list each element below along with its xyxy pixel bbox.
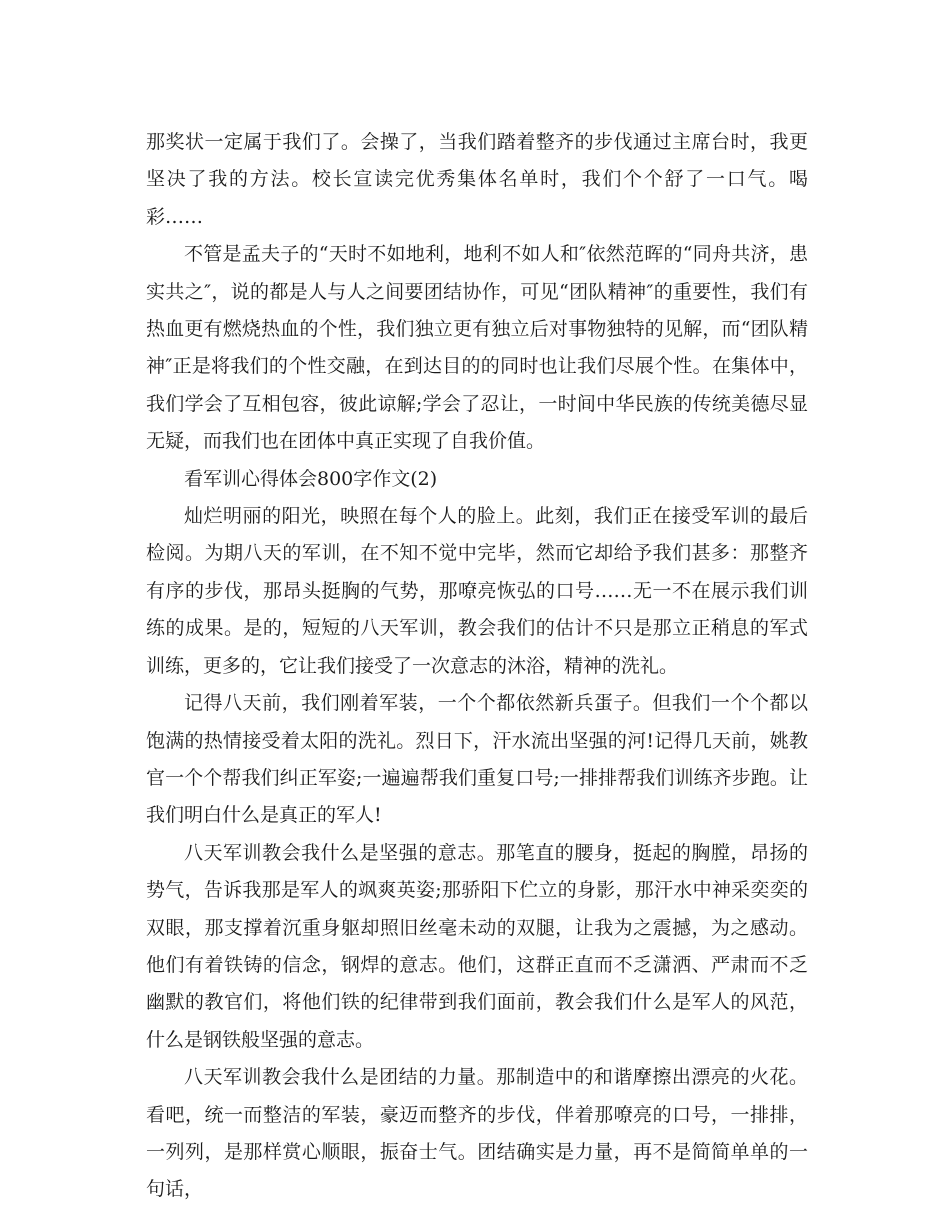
- paragraph-strong-will: 八天军训教会我什么是坚强的意志。那笔直的腰身，挺起的胸膛，昂扬的势气，告诉我那是军人的飒爽英姿;那骄阳下伫立的身影，那汗水中神采奕奕的双眼，那支撑着沉重身躯却照旧丝毫未动的双腿，让我为之震撼，为之感动。他们有着铁铸的信念，钢焊的意志。他们，这群正直而不乏潇洒、严肃而不乏幽默的教官们，将他们铁的纪律带到我们面前，教会我们什么是军人的风范，什么是钢铁般坚强的意志。: [146, 841, 808, 1051]
- paragraph-team-spirit: 不管是孟夫子的“天时不如地利，地利不如人和″依然范晖的“同舟共济，患实共之″，说的都是人与人之间要团结协作，可见“团队精神″的重要性，我们有热血更有燃烧热血的个性，我们独立更有独立后对事物独特的见解，而“团队精神″正是将我们的个性交融，在到达目的的同时也让我们尽展个性。在集体中，我们学会了互相包容，彼此谅解;学会了忍让，一时间中华民族的传统美德尽显无疑，而我们也在团体中真正实现了自我价值。: [146, 243, 808, 453]
- paragraph-sunlight: 灿烂明丽的阳光，映照在每个人的脸上。此刻，我们正在接受军训的最后检阅。为期八天的军训，在不知不觉中完毕，然而它却给予我们甚多：那整齐有序的步伐，那昂头挺胸的气势，那嘹亮恢弘的口号……无一不在展示我们训练的成果。是的，短短的八天军训，教会我们的估计不只是那立正稍息的军式训练，更多的，它让我们接受了一次意志的沐浴，精神的洗礼。: [146, 505, 808, 677]
- paragraph-unity-power: 八天军训教会我什么是团结的力量。那制造中的和谐摩擦出漂亮的火花。看吧，统一而整洁的军装，豪迈而整齐的步伐，伴着那嘹亮的口号，一排排，一列列，是那样赏心顺眼，振奋士气。团结确实是力量，再不是简简单单的一句话，: [146, 1066, 808, 1201]
- paragraph-eight-days-ago: 记得八天前，我们刚着军装，一个个都依然新兵蛋子。但我们一个个都以饱满的热情接受着太阳的洗礼。烈日下，汗水流出坚强的河!记得几天前，姚教官一个个帮我们纠正军姿;一遍遍帮我们重复口号;一排排帮我们训练齐步跑。让我们明白什么是真正的军人!: [146, 692, 808, 827]
- section-heading: 看军训心得体会800字作文(2): [184, 467, 438, 490]
- paragraph-continuation: 那奖状一定属于我们了。会操了，当我们踏着整齐的步伐通过主席台时，我更坚决了我的方法。校长宣读完优秀集体名单时，我们个个舒了一口气。喝彩……: [146, 131, 808, 228]
- document-body: [146, 124, 808, 1209]
